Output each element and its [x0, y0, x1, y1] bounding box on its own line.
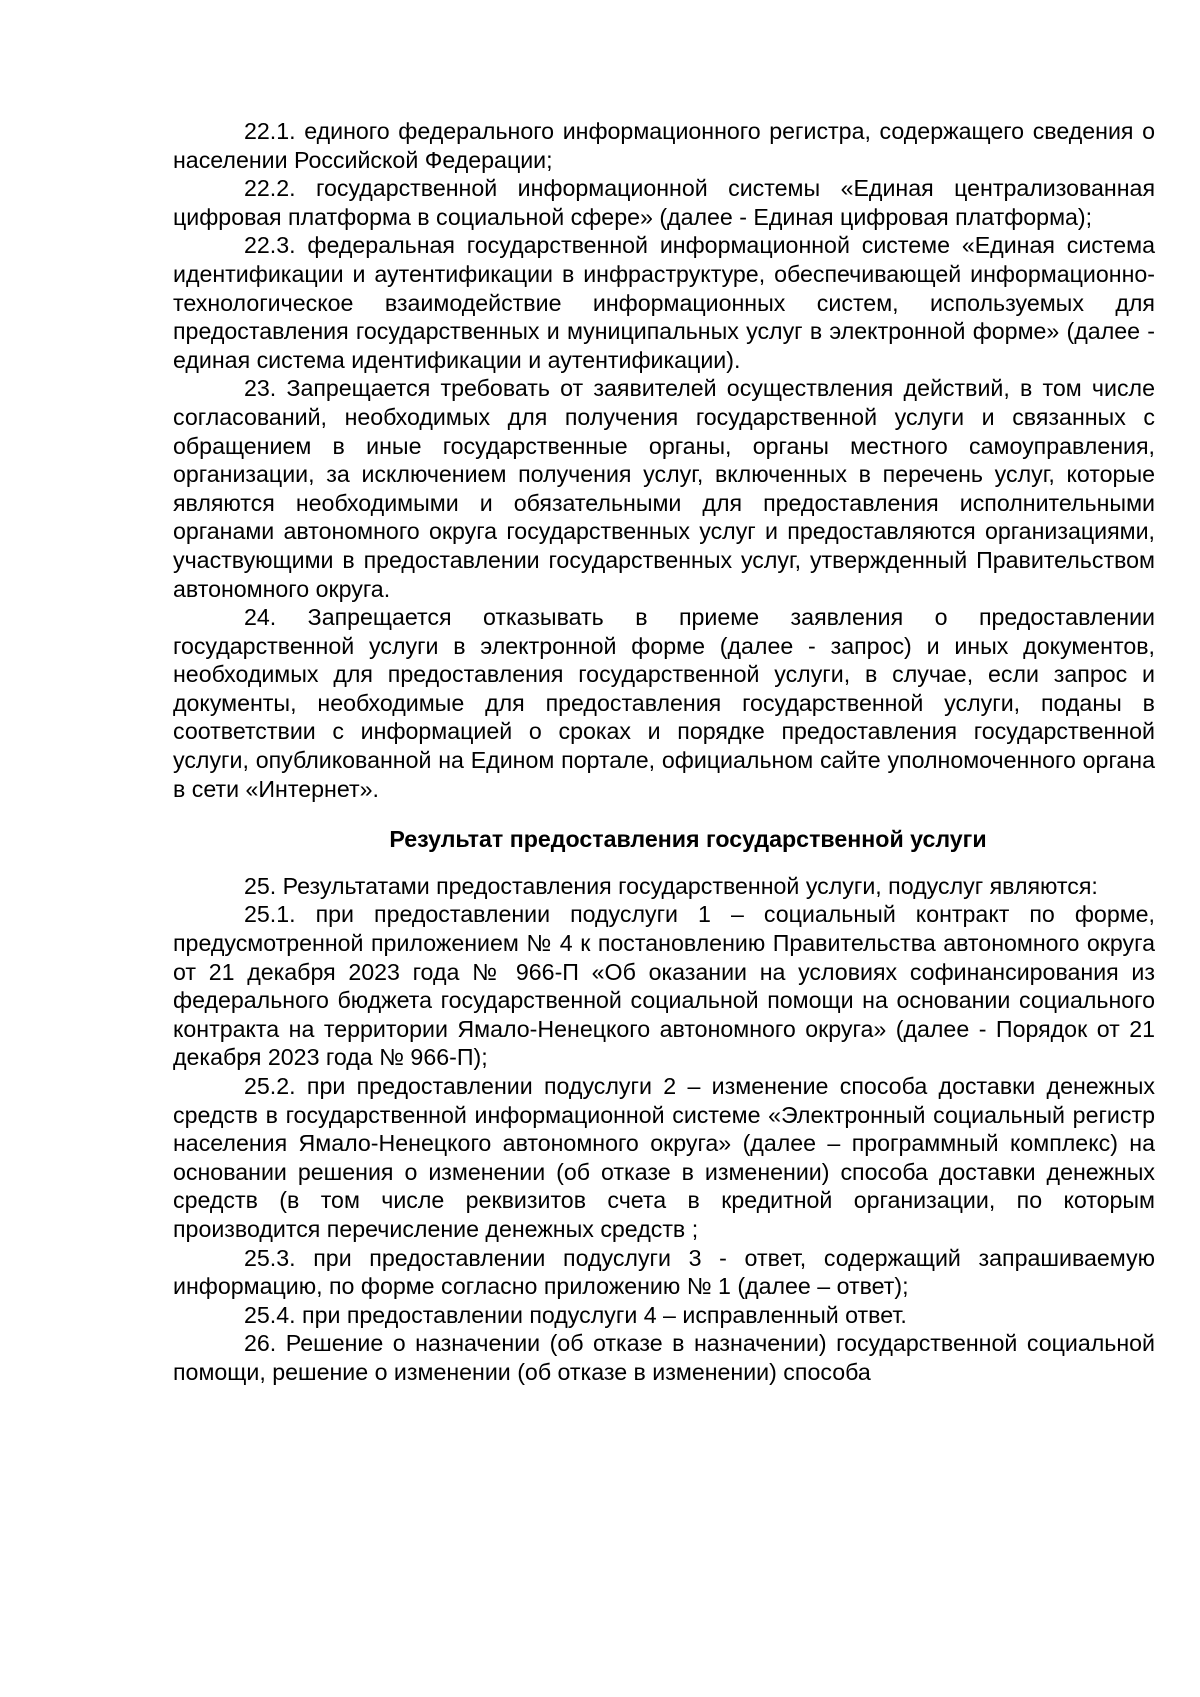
paragraph-25: 25. Результатами предоставления государственной услуги, подуслуг являются:: [244, 872, 1098, 899]
paragraph-25-1: 25.1. при предоставлении подуслуги 1 – социальный контракт по форме, предусмотренной приложением № 4 к постановлению Правительства автономного округа от 21 декабря 2023 года № 966-П «Об оказании на условиях софинансирования из федерального бюджета государственной социальной помощи на основании социального контракта на территории Ямало-Ненецкого автономного округа» (далее - Порядок от 21 декабря 2023 года № 966-П);: [173, 901, 1155, 1071]
paragraph-25-4: 25.4. при предоставлении подуслуги 4 – исправленный ответ.: [244, 1301, 907, 1328]
paragraph-22-3: 22.3. федеральная государственной информационной системе «Единая система идентификации и аутентификации в инфраструктуре, обеспечивающей информационно-технологическое взаимодействие информационных систем, используемых для предоставления государственных и муниципальных услуг в электронной форме» (далее - единая система идентификации и аутентификации).: [173, 232, 1155, 373]
paragraph-22-1: 22.1. единого федерального информационного регистра, содержащего сведения о населении Российской Федерации;: [173, 118, 1155, 173]
paragraph-25-2: 25.2. при предоставлении подуслуги 2 – изменение способа доставки денежных средств в государственной информационной системе «Электронный социальный регистр населения Ямало-Ненецкого автономного округа» (далее – программный комплекс) на основании решения о изменении (об отказе в изменении) способа доставки денежных средств (в том числе реквизитов счета в кредитной организации, по которым производится перечисление денежных средств ;: [173, 1073, 1155, 1242]
paragraph-23: 23. Запрещается требовать от заявителей осуществления действий, в том числе согласований, необходимых для получения государственной услуги и связанных с обращением в иные государственные органы, органы местного самоуправления, организации, за исключением получения услуг, включенных в перечень услуг, которые являются необходимыми и обязательными для предоставления исполнительными органами автономного округа государственных услуг и предоставляются организациями, участвующими в предоставлении государственных услуг, утвержденный Правительством автономного округа.: [173, 375, 1155, 602]
paragraph-24: 24. Запрещается отказывать в приеме заявления о предоставлении государственной услуги в электронной форме (далее - запрос) и иных документов, необходимых для предоставления государственной услуги, в случае, если запрос и документы, необходимые для предоставления государственной услуги, поданы в соответствии с информацией о сроках и порядке предоставления государственной услуги, опубликованной на Едином портале, официальном сайте уполномоченного органа в сети «Интернет».: [173, 604, 1155, 802]
paragraph-25-3: 25.3. при предоставлении подуслуги 3 - ответ, содержащий запрашиваемую информацию, по форме согласно приложению № 1 (далее – ответ);: [173, 1244, 1155, 1300]
paragraph-26: 26. Решение о назначении (об отказе в назначении) государственной социальной помощи, решение о изменении (об отказе в изменении) способа: [173, 1330, 1155, 1385]
paragraph-22-2: 22.2. государственной информационной системы «Единая централизованная цифровая платформа в социальной сфере» (далее - Единая цифровая платформа);: [173, 175, 1155, 230]
document-body: [173, 117, 1155, 1387]
section-heading: Результат предоставления государственной услуги: [389, 826, 987, 853]
